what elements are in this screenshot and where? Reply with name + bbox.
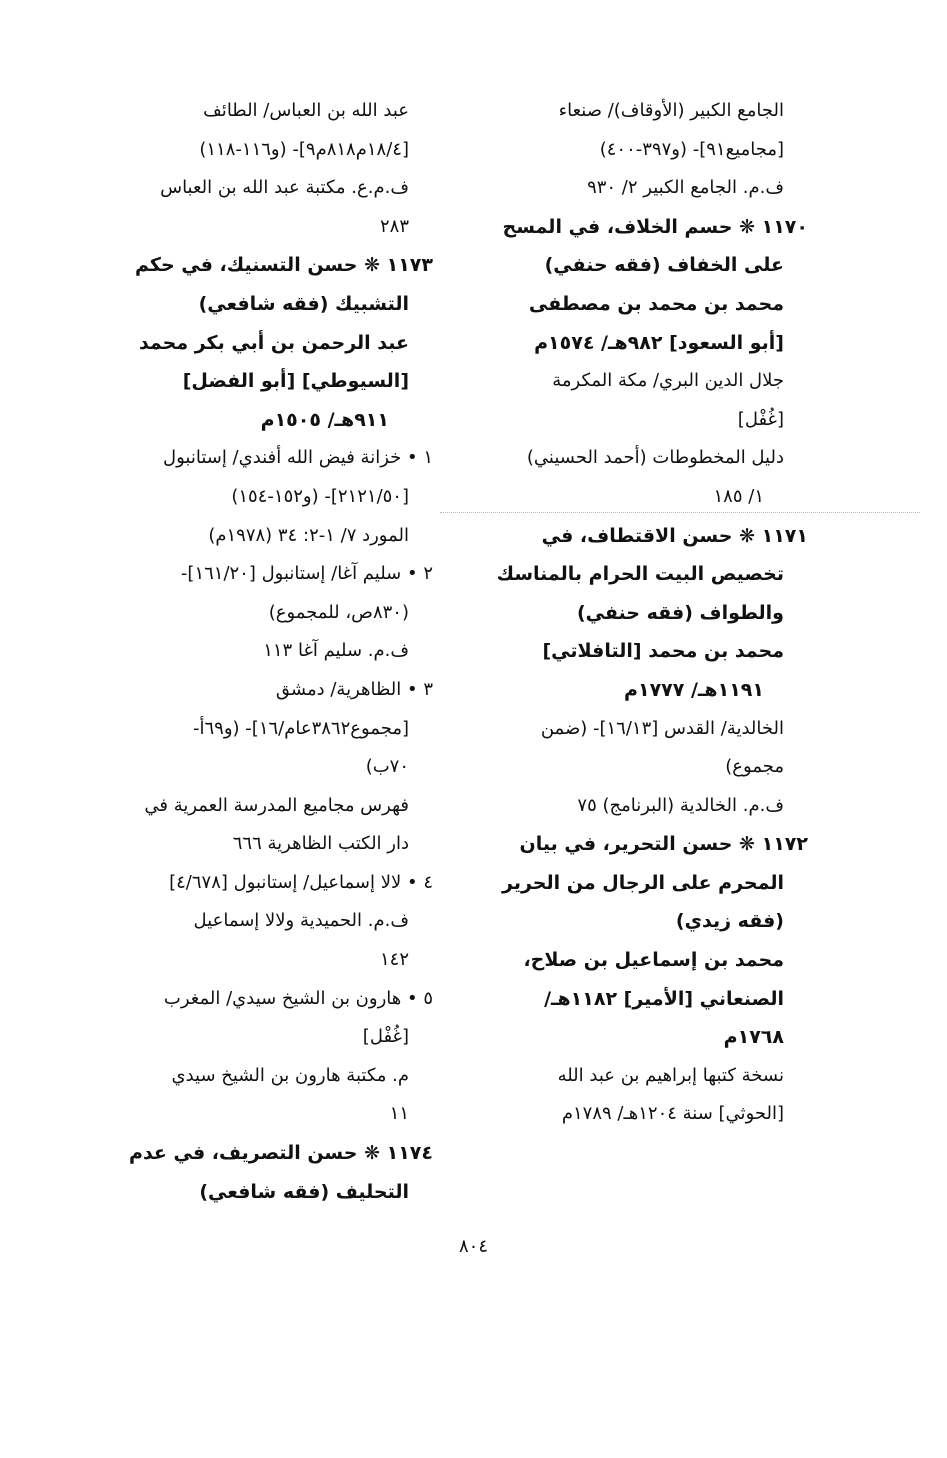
right-column-line: على الخفاف (فقه حنفي) bbox=[544, 254, 784, 277]
left-column-line: [غُفْل] bbox=[362, 1026, 409, 1048]
left-column-line: فهرس مجاميع المدرسة العمرية في bbox=[144, 794, 409, 816]
right-column-line: الجامع الكبير (الأوقاف)/ صنعاء bbox=[558, 100, 784, 121]
right-column-line: محمد بن محمد [التافلاتي] bbox=[542, 640, 784, 663]
left-column-line: ١١ bbox=[389, 1103, 409, 1125]
left-column-line: ١ • خزانة فيض الله أفندي/ إستانبول bbox=[163, 447, 433, 469]
left-column-line: م. مكتبة هارون بن الشيخ سيدي bbox=[171, 1064, 409, 1086]
right-column-line: الصنعاني [الأمير] ١١٨٢هـ/ bbox=[544, 987, 784, 1010]
right-column-line: [غُفْل] bbox=[737, 408, 784, 430]
left-column-line: ف.م.ع. مكتبة عبد الله بن العباس bbox=[160, 177, 409, 199]
right-column-line: ١١٧٠ ❋ حسم الخلاف، في المسح bbox=[502, 215, 808, 238]
left-column-line: ٩١١هـ/ ١٥٠٥م bbox=[260, 408, 389, 431]
right-column bbox=[475, 92, 808, 1134]
right-column-line: [مجاميع٩١]- (و٣٩٧-٤٠٠) bbox=[599, 138, 784, 160]
right-column-line: مجموع) bbox=[725, 756, 784, 778]
left-column-line: [السيوطي] [أبو الفضل] bbox=[182, 370, 409, 393]
left-column-line: التحليف (فقه شافعي) bbox=[199, 1180, 409, 1203]
right-column-line: والطواف (فقه حنفي) bbox=[576, 601, 784, 624]
left-column-line: ٣ • الظاهرية/ دمشق bbox=[275, 678, 433, 700]
left-column-line: [٢١٢١/٥٠]- (و١٥٢-١٥٤) bbox=[231, 485, 409, 507]
left-column-line: [١٨/٤م٨١٨م٩]- (و١١٦-١١٨) bbox=[199, 138, 409, 160]
left-column-line: ٧٠ب) bbox=[365, 756, 409, 778]
right-column-line: دليل المخطوطات (أحمد الحسيني) bbox=[526, 447, 784, 469]
left-column-line: المورد ٧/ ١-٢: ٣٤ (١٩٧٨م) bbox=[208, 524, 409, 546]
left-column-line: دار الكتب الظاهرية ٦٦٦ bbox=[232, 833, 409, 855]
left-column-line: ٤ • لالا إسماعيل/ إستانبول [٤/٦٧٨] bbox=[169, 871, 433, 893]
right-column-line: ١١٧١ ❋ حسن الاقتطاف، في bbox=[541, 524, 808, 547]
right-column-line: تخصيص البيت الحرام بالمناسك bbox=[496, 563, 784, 586]
right-column-line: المحرم على الرجال من الحرير bbox=[502, 871, 784, 894]
right-column-line: جلال الدين البري/ مكة المكرمة bbox=[552, 370, 784, 392]
right-column-line: ف.م. الخالدية (البرنامج) ٧٥ bbox=[577, 794, 784, 816]
left-column-line: ف.م. الحميدية ولالا إسماعيل bbox=[193, 910, 409, 932]
left-column-line: ٢٨٣ bbox=[379, 215, 409, 237]
right-column-line: [الحوثي] سنة ١٢٠٤هـ/ ١٧٨٩م bbox=[561, 1103, 784, 1125]
dotted-divider bbox=[440, 512, 920, 513]
right-column-line: ١٧٦٨م bbox=[723, 1026, 784, 1049]
left-column-line: ١٤٢ bbox=[379, 949, 409, 971]
right-column-line: نسخة كتبها إبراهيم بن عبد الله bbox=[557, 1064, 784, 1086]
right-column-line: [أبو السعود] ٩٨٢هـ/ ١٥٧٤م bbox=[534, 331, 784, 354]
left-column-line: التشبيك (فقه شافعي) bbox=[198, 292, 409, 315]
right-column-line: ١١٩١هـ/ ١٧٧٧م bbox=[624, 678, 764, 701]
right-column-line: ١١٧٢ ❋ حسن التحرير، في بيان bbox=[519, 833, 808, 856]
left-column bbox=[95, 92, 433, 1211]
right-column-line: ف.م. الجامع الكبير ٢/ ٩٣٠ bbox=[587, 177, 784, 199]
left-column-line: ١١٧٤ ❋ حسن التصريف، في عدم bbox=[129, 1142, 433, 1165]
left-column-line: عبد الله بن العباس/ الطائف bbox=[203, 100, 409, 121]
left-column-line: ١١٧٣ ❋ حسن التسنيك، في حكم bbox=[135, 254, 433, 277]
right-column-line: الخالدية/ القدس [١٦/١٣]- (ضمن bbox=[540, 717, 784, 739]
left-column-line: ف.م. سليم آغا ١١٣ bbox=[263, 640, 409, 662]
right-column-line: محمد بن محمد بن مصطفى bbox=[528, 292, 784, 315]
left-column-line: ٢ • سليم آغا/ إستانبول [١٦١/٢٠]- bbox=[180, 563, 433, 585]
right-column-line: ١/ ١٨٥ bbox=[713, 485, 764, 507]
left-column-line: ٥ • هارون بن الشيخ سيدي/ المغرب bbox=[163, 987, 433, 1009]
left-column-line: (٨٣٠ص، للمجموع) bbox=[268, 601, 409, 623]
left-column-line: [مجموع٣٨٦٢عام/١٦]- (و٦٩أ- bbox=[193, 717, 409, 739]
page-number: ٨٠٤ bbox=[458, 1236, 488, 1257]
right-column-line: (فقه زيدي) bbox=[675, 910, 784, 933]
left-column-line: عبد الرحمن بن أبي بكر محمد bbox=[138, 331, 409, 354]
right-column-line: محمد بن إسماعيل بن صلاح، bbox=[523, 949, 784, 972]
